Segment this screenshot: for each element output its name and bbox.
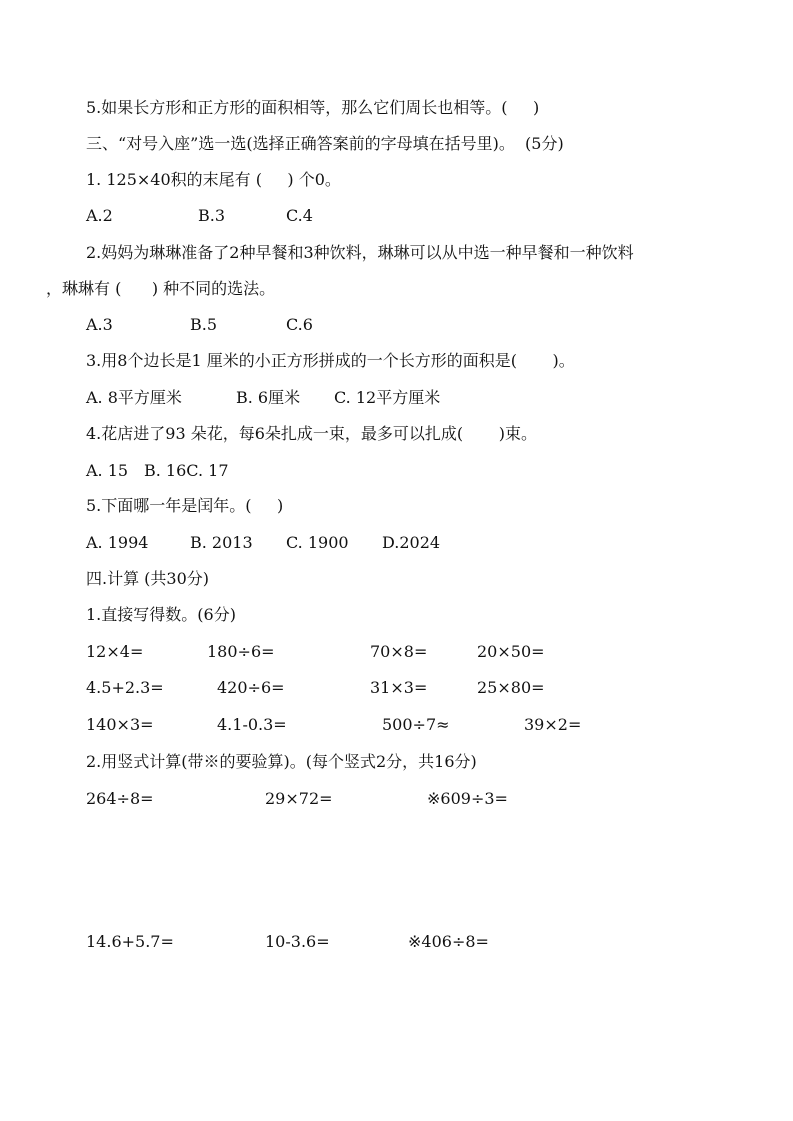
choice-question-4: 4.花店进了93 朵花，每6朵扎成一束，最多可以扎成( )束。 (86, 424, 537, 443)
vertical-calc-item: ※609÷3= (427, 789, 508, 808)
q5-option-c: C. 1900 (286, 533, 349, 552)
mental-calc-item: 12×4= (86, 642, 144, 661)
choice-question-2-line1: 2.妈妈为琳琳准备了2种早餐和3种饮料，琳琳可以从中选一种早餐和一种饮料 (86, 243, 634, 262)
judge-question-5: 5.如果长方形和正方形的面积相等，那么它们周长也相等。( ) (86, 98, 540, 117)
vertical-calc-item: 29×72= (265, 789, 333, 808)
section-3-title: 三、“对号入座”选一选(选择正确答案前的字母填在括号里)。 (5分) (86, 134, 564, 153)
mental-calc-item: 20×50= (477, 642, 545, 661)
q4-option-a: A. 15 (86, 461, 129, 480)
mental-calc-title: 1.直接写得数。(6分) (86, 605, 236, 624)
choice-question-2-line2: ，琳琳有 ( ) 种不同的选法。 (46, 279, 276, 298)
mental-calc-item: 25×80= (477, 678, 545, 697)
mental-calc-item: 180÷6= (207, 642, 275, 661)
q1-option-c: C.4 (286, 206, 313, 225)
mental-calc-item: 4.5+2.3= (86, 678, 164, 697)
vertical-calc-item: 264÷8= (86, 789, 154, 808)
vertical-calc-item: ※406÷8= (408, 932, 489, 951)
q1-option-b: B.3 (198, 206, 226, 225)
choice-question-3: 3.用8个边长是1 厘米的小正方形拼成的一个长方形的面积是( )。 (86, 351, 575, 370)
vertical-calc-title: 2.用竖式计算(带※的要验算)。(每个竖式2分，共16分) (86, 752, 477, 771)
q2-option-b: B.5 (190, 315, 218, 334)
choice-question-1: 1. 125×40积的末尾有 ( ) 个0。 (86, 170, 341, 189)
q1-option-a: A.2 (86, 206, 113, 225)
choice-question-5: 5.下面哪一年是闰年。( ) (86, 496, 284, 515)
mental-calc-item: 420÷6= (217, 678, 285, 697)
section-4-title: 四.计算 (共30分) (86, 569, 210, 588)
q5-option-d: D.2024 (382, 533, 441, 552)
q3-option-b: B. 6厘米 (236, 388, 301, 407)
q4-option-b: B. 16C. 17 (144, 461, 229, 480)
mental-calc-item: 39×2= (524, 715, 582, 734)
q3-option-c: C. 12平方厘米 (334, 388, 441, 407)
mental-calc-item: 500÷7≈ (382, 715, 450, 734)
mental-calc-item: 70×8= (370, 642, 428, 661)
q5-option-b: B. 2013 (190, 533, 253, 552)
vertical-calc-item: 10-3.6= (265, 932, 330, 951)
q2-option-a: A.3 (86, 315, 113, 334)
vertical-calc-item: 14.6+5.7= (86, 932, 174, 951)
mental-calc-item: 4.1-0.3= (217, 715, 287, 734)
q5-option-a: A. 1994 (86, 533, 149, 552)
q3-option-a: A. 8平方厘米 (86, 388, 182, 407)
mental-calc-item: 31×3= (370, 678, 428, 697)
mental-calc-item: 140×3= (86, 715, 154, 734)
q2-option-c: C.6 (286, 315, 313, 334)
